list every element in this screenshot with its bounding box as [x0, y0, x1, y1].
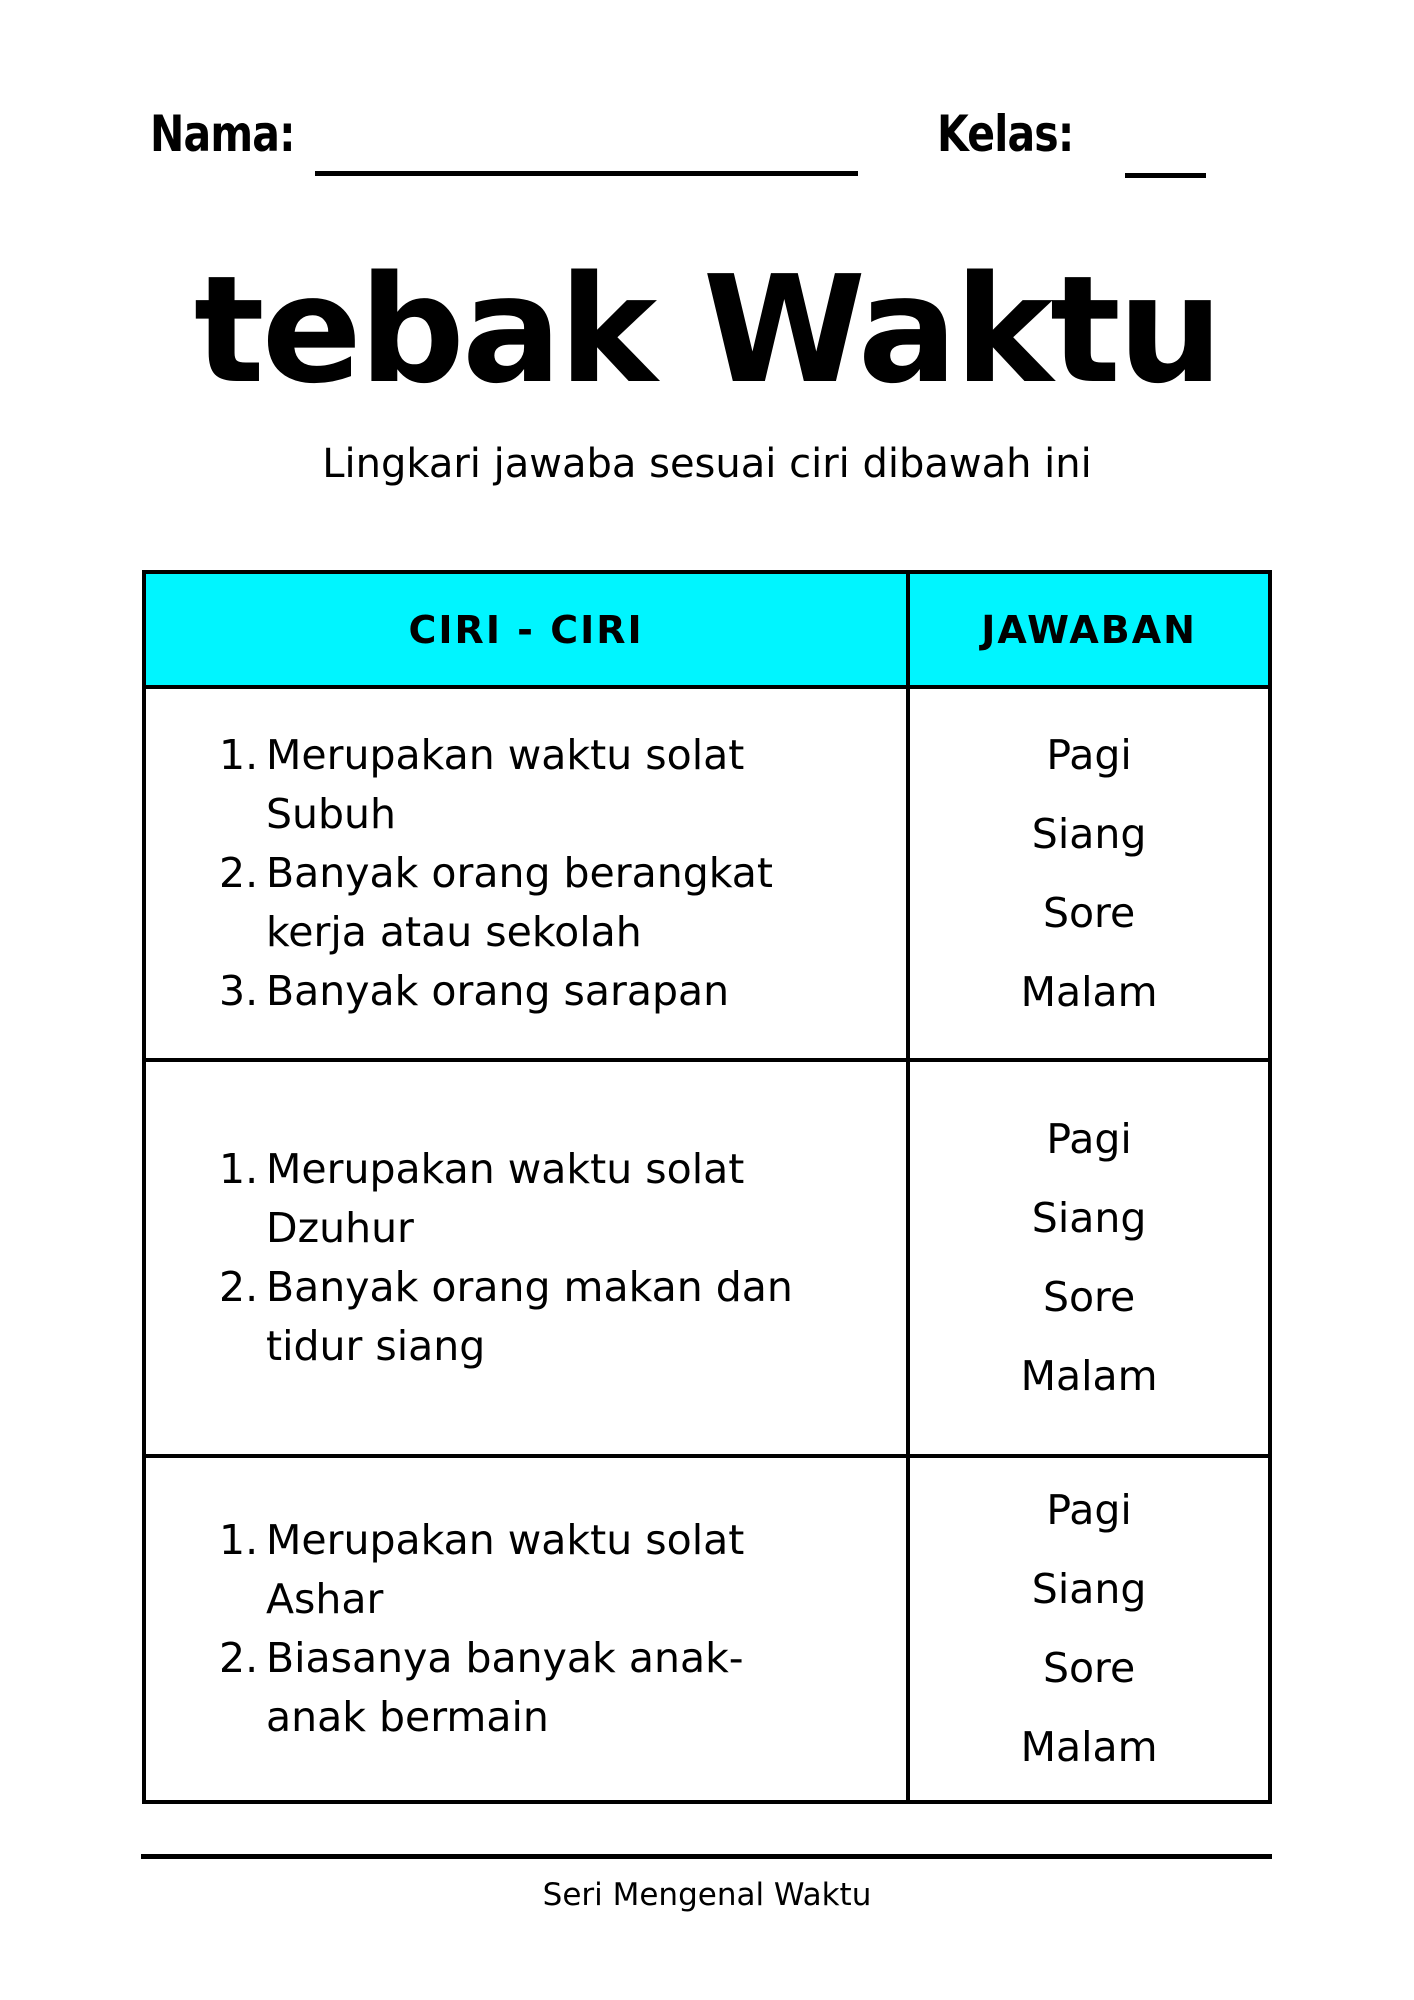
table-row — [144, 1456, 1270, 1802]
name-label: Nama: — [150, 105, 295, 163]
table-row — [144, 1060, 1270, 1456]
answer-cell — [908, 1060, 1270, 1456]
answer-option-pagi[interactable]: Pagi — [1046, 730, 1132, 779]
answer-cell — [908, 687, 1270, 1060]
class-input-line[interactable] — [1125, 173, 1206, 178]
answer-option-siang[interactable]: Siang — [1031, 1565, 1147, 1613]
column-header-jawaban: JAWABAN — [908, 572, 1270, 687]
answer-option-siang[interactable]: Siang — [1031, 809, 1147, 858]
ciri-item: 1. Merupakan waktu solat Ashar — [219, 1516, 745, 1623]
ciri-item: 2. Banyak orang berangkat kerja atau sekolah — [219, 849, 773, 956]
answer-option-sore[interactable]: Sore — [1042, 1273, 1136, 1321]
ciri-item: 2. Biasanya banyak anak-anak bermain — [219, 1634, 744, 1741]
answer-option-siang[interactable]: Siang — [1031, 1194, 1147, 1242]
column-header-ciri: CIRI - CIRI — [144, 572, 908, 687]
instructions: Lingkari jawaba sesuai ciri dibawah ini — [322, 441, 1092, 487]
answer-option-pagi[interactable]: Pagi — [1046, 1486, 1132, 1534]
footer-divider — [141, 1854, 1272, 1859]
footer-text: Seri Mengenal Waktu — [542, 1877, 872, 1913]
ciri-cell — [144, 1456, 908, 1802]
name-input-line[interactable] — [315, 171, 858, 176]
table-row — [144, 687, 1270, 1060]
table-header-row — [144, 572, 1270, 687]
page-title: tebak Waktu — [193, 244, 1221, 416]
class-label: Kelas: — [937, 105, 1074, 163]
answer-option-malam[interactable]: Malam — [1020, 967, 1158, 1016]
worksheet-table — [142, 570, 1272, 1804]
ciri-item: 2. Banyak orang makan dan tidur siang — [219, 1263, 793, 1370]
ciri-cell — [144, 1060, 908, 1456]
answer-option-pagi[interactable]: Pagi — [1046, 1115, 1132, 1163]
answer-option-malam[interactable]: Malam — [1020, 1352, 1158, 1400]
answer-option-malam[interactable]: Malam — [1020, 1723, 1158, 1771]
answer-option-sore[interactable]: Sore — [1042, 1644, 1136, 1692]
ciri-item: 1. Merupakan waktu solat Dzuhur — [219, 1145, 745, 1252]
answer-cell — [908, 1456, 1270, 1802]
ciri-cell — [144, 687, 908, 1060]
ciri-item: 1. Merupakan waktu solat Subuh — [219, 731, 745, 838]
ciri-item: 3. Banyak orang sarapan — [219, 967, 730, 1015]
answer-option-sore[interactable]: Sore — [1042, 888, 1136, 937]
